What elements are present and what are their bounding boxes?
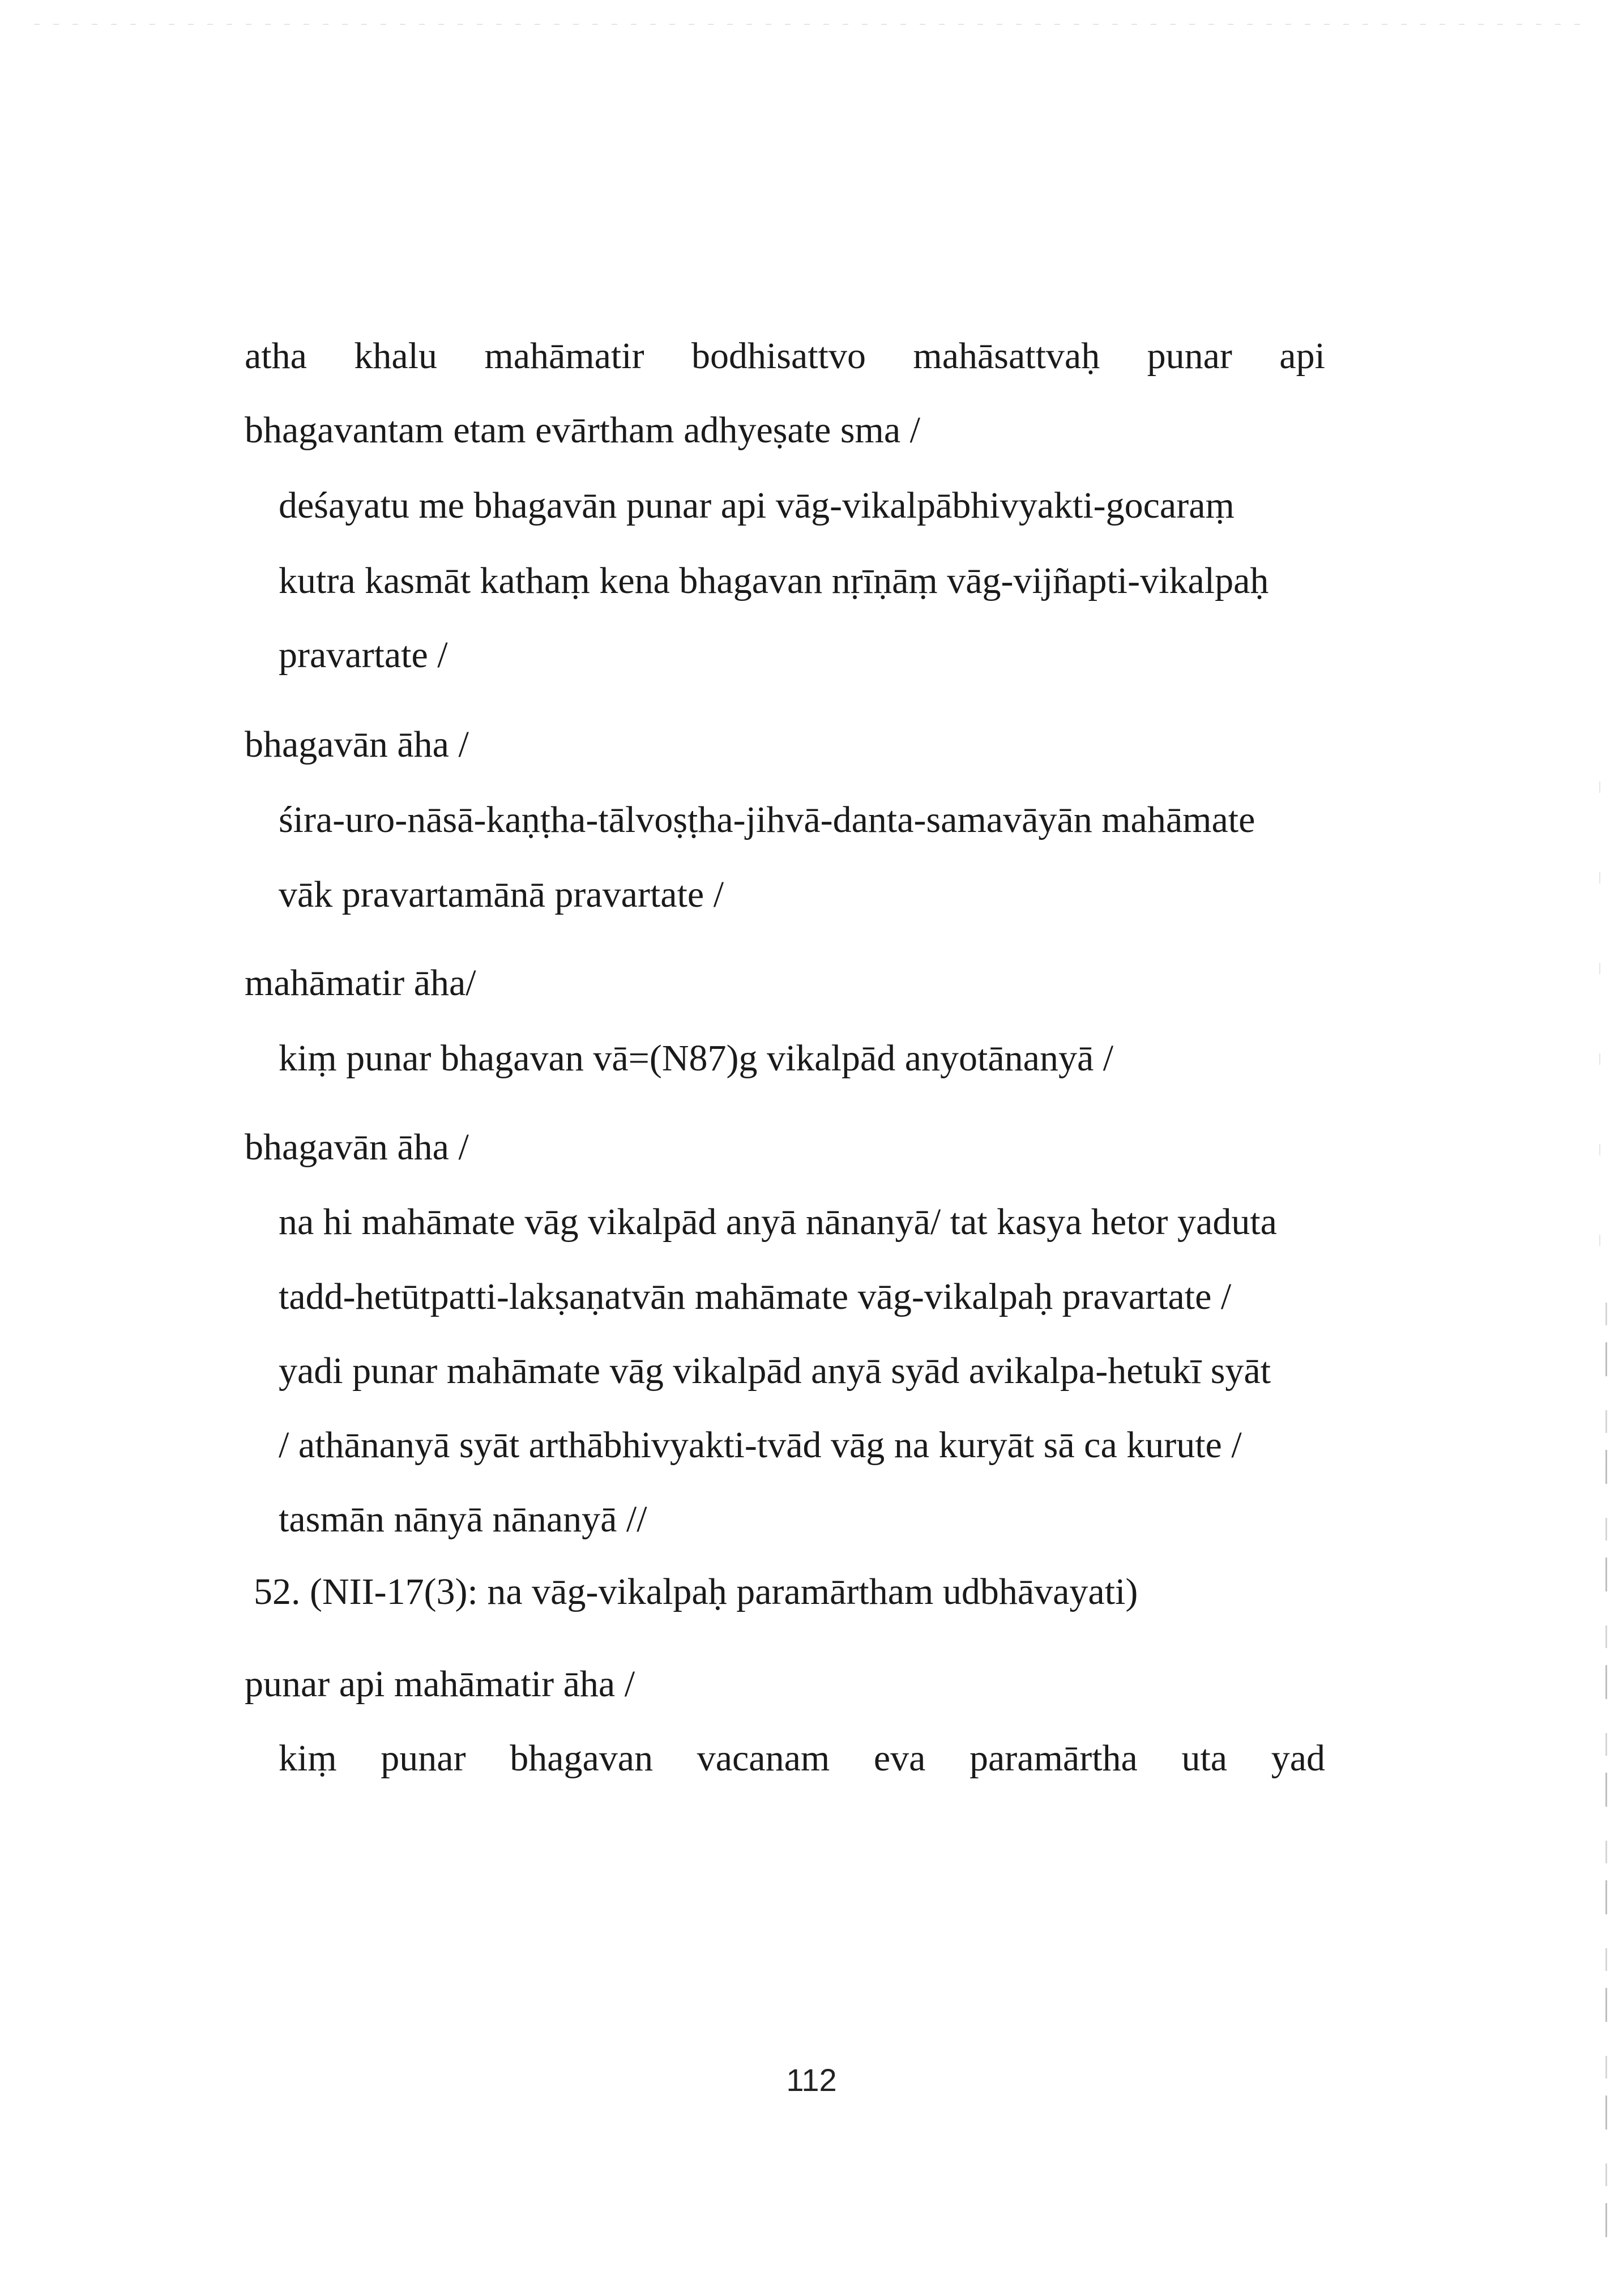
page-number: 112	[786, 2062, 837, 2098]
word: vacanam	[697, 1738, 830, 1779]
text-line	[245, 335, 1325, 377]
text-line: bhagavān āha /	[245, 1126, 469, 1168]
text-line: pravartate /	[279, 634, 448, 676]
word: uta	[1181, 1738, 1228, 1779]
text-line: yadi punar mahāmate vāg vikalpād anyā syād avikalpa-hetukī syāt	[279, 1350, 1271, 1392]
scan-artifact-top	[34, 24, 1589, 25]
text-line: bhagavān āha /	[245, 724, 469, 765]
word: bhagavan	[510, 1738, 654, 1779]
section-heading: 52. (NII-17(3): na vāg-vikalpaḥ paramārtham udbhāvayati)	[254, 1571, 1138, 1612]
text-line: bhagavantam etam evārtham adhyeṣate sma /	[245, 409, 920, 451]
scan-artifact-right-upper	[1599, 782, 1600, 1291]
word: api	[1279, 335, 1325, 377]
text-line: mahāmatir āha/	[245, 962, 476, 1004]
word: kiṃ	[279, 1738, 337, 1779]
text-line: śira-uro-nāsā-kaṇṭha-tālvoṣṭha-jihvā-danta-samavāyān mahāmate	[279, 799, 1255, 840]
text-line: vāk pravartamānā pravartate /	[279, 874, 724, 915]
word: khalu	[354, 335, 437, 377]
text-line: na hi mahāmate vāg vikalpād anyā nānanyā/ tat kasya hetor yaduta	[279, 1201, 1277, 1243]
word: atha	[245, 335, 307, 377]
scan-artifact-right	[1605, 1303, 1607, 2265]
text-line: tasmān nānyā nānanyā //	[279, 1499, 647, 1540]
text-line: kutra kasmāt kathaṃ kena bhagavan nṛīṇāṃ vāg-vijñapti-vikalpaḥ	[279, 560, 1269, 601]
word: mahāsattvaḥ	[913, 335, 1100, 377]
text-line: deśayatu me bhagavān punar api vāg-vikalpābhivyakti-gocaraṃ	[279, 485, 1235, 526]
word: yad	[1271, 1738, 1325, 1779]
text-line: tadd-hetūtpatti-lakṣaṇatvān mahāmate vāg-vikalpaḥ pravartate /	[279, 1276, 1232, 1317]
word: bodhisattvo	[691, 335, 866, 377]
word: paramārtha	[969, 1738, 1138, 1779]
text-line: / athānanyā syāt arthābhivyakti-tvād vāg na kuryāt sā ca kurute /	[279, 1424, 1242, 1466]
word: mahāmatir	[484, 335, 644, 377]
text-line: punar api mahāmatir āha /	[245, 1663, 635, 1705]
text-line: kiṃ punar bhagavan vā=(N87)g vikalpād anyotānanyā /	[279, 1038, 1114, 1079]
text-line	[279, 1740, 1325, 1777]
word: eva	[873, 1738, 926, 1779]
word: punar	[381, 1738, 466, 1779]
word: punar	[1147, 335, 1232, 377]
